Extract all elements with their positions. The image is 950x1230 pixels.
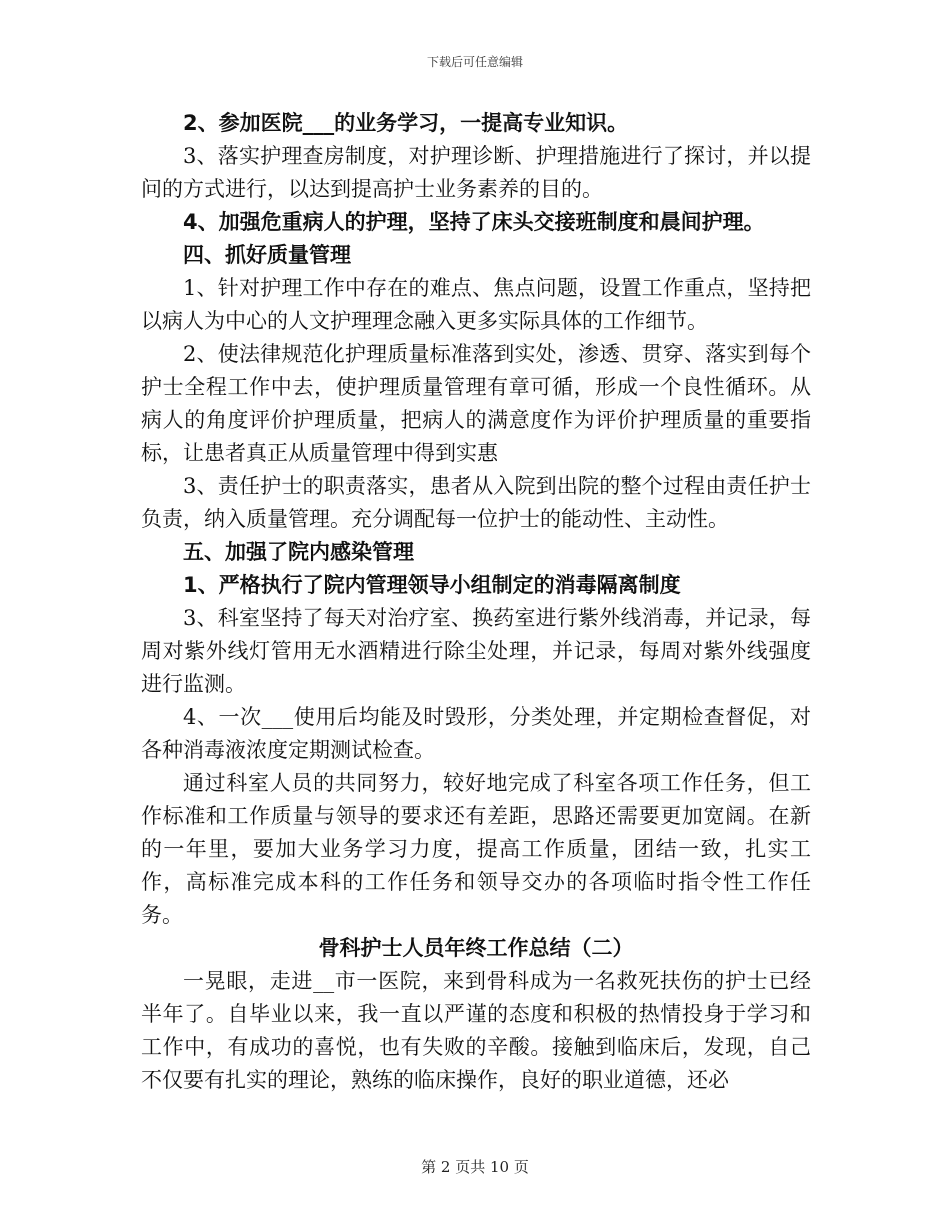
document-body: [141, 107, 811, 1097]
paragraph: 3、落实护理查房制度，对护理诊断、护理措施进行了探讨，并以提问的方式进行，以达到提高护士业务素养的目的。: [141, 144, 811, 201]
paragraph: 3、科室坚持了每天对治疗室、换药室进行紫外线消毒，并记录，每周对紫外线灯管用无水酒精进行除尘处理，并记录，每周对紫外线强度进行监测。: [141, 606, 811, 696]
paragraph: 一晃眼，走进__市一医院，来到骨科成为一名救死扶伤的护士已经半年了。自毕业以来，我一直以严谨的态度和积极的热情投身于学习和工作中，有成功的喜悦，也有失败的辛酸。接触到临床后，发现，自己不仅要有扎实的理论，熟练的临床操作，良好的职业道德，还必: [141, 969, 811, 1092]
paragraph: 2、使法律规范化护理质量标准落到实处，渗透、贯穿、落实到每个护士全程工作中去，使护理质量管理有章可循，形成一个良性循环。从病人的角度评价护理质量，把病人的满意度作为评价护理质量的重要指标，让患者真正从质量管理中得到实惠: [141, 342, 811, 465]
paragraph: 1、针对护理工作中存在的难点、焦点问题，设置工作重点，坚持把以病人为中心的人文护理理念融入更多实际具体的工作细节。: [141, 276, 811, 333]
paragraph: 3、责任护士的职责落实，患者从入院到出院的整个过程由责任护士负责，纳入质量管理。充分调配每一位护士的能动性、主动性。: [141, 474, 811, 531]
section-heading: 五、加强了院内感染管理: [183, 540, 414, 564]
page-footer: 第 2 页共 10 页: [421, 1158, 529, 1176]
paragraph: 通过科室人员的共同努力，较好地完成了科室各项工作任务，但工作标准和工作质量与领导的要求还有差距，思路还需要更加宽阔。在新的一年里，要加大业务学习力度，提高工作质量，团结一致，扎实工作，高标准完成本科的工作任务和领导交办的各项临时指令性工作任务。: [141, 771, 811, 927]
page-header: 下载后可任意编辑: [426, 55, 523, 69]
paragraph: 4、一次___使用后均能及时毁形，分类处理，并定期检查督促，对各种消毒液浓度定期测试检查。: [141, 705, 811, 762]
document-title: 骨科护士人员年终工作总结（二）: [318, 936, 634, 960]
section-heading: 四、抓好质量管理: [183, 243, 351, 267]
paragraph: 1、严格执行了院内管理领导小组制定的消毒隔离制度: [183, 573, 681, 597]
paragraph: 4、加强危重病人的护理，坚持了床头交接班制度和晨间护理。: [183, 210, 765, 234]
paragraph: 2、参加医院___的业务学习，一提高专业知识。: [183, 111, 629, 135]
